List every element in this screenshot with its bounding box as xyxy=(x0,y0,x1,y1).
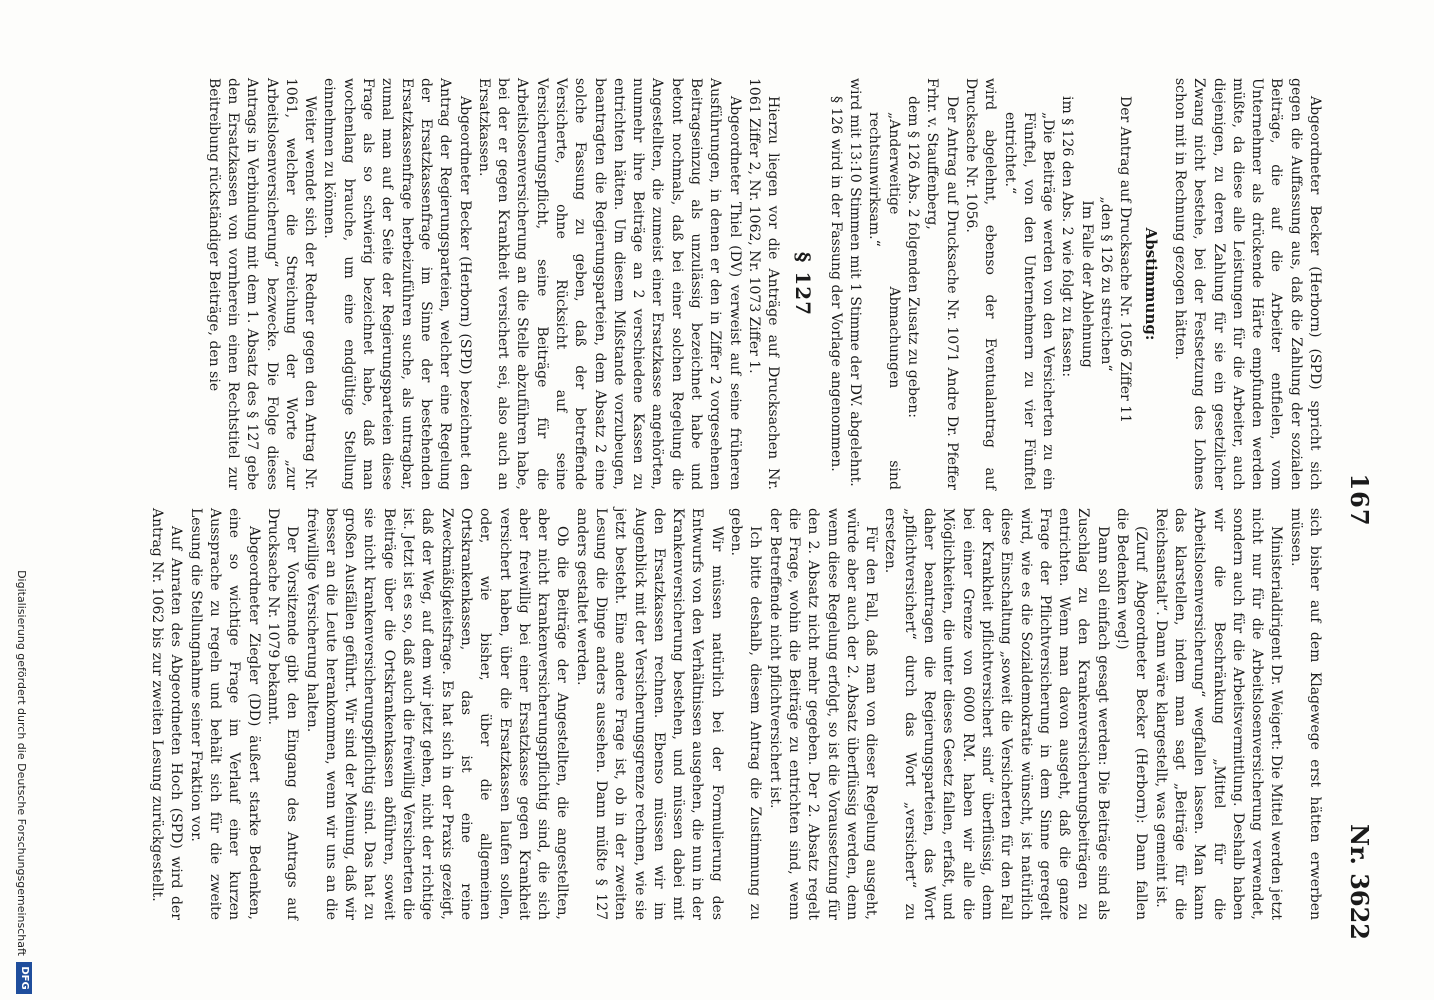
paragraph: Weiter wendet sich der Redner gegen den Antrag Nr. 1061, welcher die Streichung der Worte „zur Arbeitslosenversicherung“ bezwecke. Die Folge dieses Antrags in Verbindung mit dem 1. Absatz des § 127 gebe den Ersatzkassen von vornherein einen Rechtstitel zur Beitreibung rückständiger Beiträge, den sie xyxy=(205,78,319,490)
paragraph: Ob die Beiträge der Angestellten, die angestellten, aber nicht krankenversicherungspflichtig sind, die sich aber freiwillig bei einer Ersatzkasse gegen Krankheit versichert haben, über die Ersatzkassen laufen sollen, oder, wie bisher, über die allgemeinen Ortskrankenkassen, das ist eine reine Zweckmäßigkeitsfrage. Es hat sich in der Praxis gezeigt, daß der Weg, auf dem wir jetzt gehen, nicht der richtige ist. Jetzt ist es so, daß auch die freiwillig Versicherten die Beiträge über die Ortskrankenkassen abführen, soweit sie nicht krankenversicherungspflichtig sind. Das hat zu großen Ausfällen geführt. Wir sind der Meinung, daß wir besser an die Leute herankommen, wenn wir uns an die freiwillige Versicherung halten. xyxy=(303,508,571,920)
paragraph: wird mit 13:10 Stimmen mit 1 Stimme der DV. abgelehnt. xyxy=(847,78,864,487)
paragraph: im § 126 den Abs. 2 wie folgt zu fassen: xyxy=(1059,96,1076,378)
paragraph: sich bisher auf dem Klagewege erst hätten erwerben müssen. xyxy=(1287,508,1323,920)
quoted-motion: „Anderweitige Abmachungen sind rechtsunwirksam.“ xyxy=(866,112,902,490)
interjection: (Zuruf Abgeordneter Becker (Herborn): Dann fallen die Bedenken weg!) xyxy=(1114,508,1150,920)
paragraph: Wir müssen natürlich bei der Formulierung des Entwurfs von den Verhältnissen ausgehen, die nun in der Krankenversicherung bestehen, und müssen dabei mit den Ersatzkassen rechnen. Ebenso müssen wir im Augenblick mit der Versicherungsgrenze rechnen, wie sie jetzt besteht. Eine andere Frage ist, ob in der zweiten Lesung die Dinge anders aussehen. Dann müßte § 127 anders gestaltet werden. xyxy=(573,508,725,920)
page-header xyxy=(1334,60,1374,940)
paragraph: Der Vorsitzende gibt den Eingang des Antrags auf Drucksache Nr. 1079 bekannt. xyxy=(264,508,301,920)
quoted-motion: „den § 126 zu streichen“ xyxy=(1098,196,1115,372)
paragraph: Ich bitte deshalb, diesem Antrag die Zustimmung zu geben. xyxy=(728,508,764,920)
paragraph: Abgeordneter Thiel (DV) verweist auf seine früheren Ausführungen, in denen er den in Ziffer 2 vorgesehenen Beitragseinzug als unzulässig bezeichnet habe und betont nochmals, daß bei einer solchen Regelung die Angestellten, die zumeist einer Ersatzkasse angehörten, nunmehr ihre Beiträge an 2 verschiedene Kassen zu entrichten hätten. Um diesem Mißstande vorzubeugen, beantragten die Regierungsparteien, dem Absatz 2 eine solche Fassung zu geben, daß der betreffende Versicherte, ohne Rücksicht auf seine Versicherungspflicht, seine Beiträge für die Arbeitslosenversicherung an die Stelle abzuführen habe, bei der er gegen Krankheit versichert sei, also auch an Ersatzkassen. xyxy=(475,78,743,490)
voting-heading: Abstimmung: xyxy=(1141,227,1160,341)
dfg-logo-icon: DFG xyxy=(16,962,32,994)
left-column xyxy=(203,78,1324,490)
paragraph: Der Antrag auf Drucksache Nr. 1056 Ziffer 11 xyxy=(1117,96,1134,424)
paragraph: Hierzu liegen vor die Anträge auf Drucksachen Nr. 1061 Ziffer 2, Nr. 1062, Nr. 1073 Ziffer 1. xyxy=(745,78,782,490)
paragraph: § 126 wird in der Fassung der Vorlage angenommen. xyxy=(827,96,844,472)
paragraph: Abgeordneter Ziegler (DD) äußert starke Bedenken, eine so wichtige Frage im Verlauf einer kurzen Aussprache zu regeln und behält sich für die zweite Lesung die Stellungnahme seiner Fraktion vor. xyxy=(187,508,262,920)
quoted-motion: „Die Beiträge werden von den Versicherten zu ein Fünftel, von den Unternehmern zu vier Fünftel entrichtet.“ xyxy=(1001,112,1057,490)
paragraph: dem § 126 Abs. 2 folgenden Zusatz zu geben: xyxy=(905,96,922,418)
digitization-footer xyxy=(8,0,32,1000)
footer-credit: Digitalisierung gefördert durch die Deutsche Forschungsgemeinschaft xyxy=(15,570,28,956)
page-number: 167 xyxy=(1345,473,1374,527)
paragraph: Für den Fall, daß man von dieser Regelung ausgeht, würde aber auch der 2. Absatz überflüssig werden, denn wenn diese Regelung erfolgt, so ist die Voraussetzung für den 2. Absatz nicht mehr gegeben. Der 2. Absatz regelt die Frage, wohin die Beiträge zu entrichten sind, wenn der Betreffende nicht pflichtversichert ist. xyxy=(766,508,880,920)
paragraph: Dann soll einfach gesagt werden: Die Beiträge sind als Zuschlag zu den Krankenversicherungsbeiträgen zu entrichten. Wenn man davon ausgeht, daß die ganze Frage der Pflichtversicherung in dem Sinne geregelt wird, wie es die Sozialdemokratie wünscht, ist natürlich diese Einschaltung „soweit die Versicherten für den Fall der Krankheit pflichtversichert sind“ überflüssig, denn bei einer Grenze von 6000 RM. haben wir alle die Möglichkeiten, die unter dieses Gesetz fallen, erfaßt, und daher beantragen die Regierungsparteien, das Wort „pflichtversichert“ durch das Wort „versichert“ zu ersetzen. xyxy=(882,508,1111,920)
paragraph: Der Antrag auf Drucksache Nr. 1071 Andre Dr. Pfeffer Frhr. v. Stauffenberg, xyxy=(924,78,960,490)
paragraph: Abgeordneter Becker (Herborn) (SPD) spricht sich gegen die Auffassung aus, daß die Zahlung der sozialen Beiträge, die auf die Arbeiter entfielen, vom Unternehmer als drückende Härte empfunden werden müßte, da diese alle Leistungen für die Arbeiter, auch diejenigen, zu deren Zahlung für sie ein gesetzlicher Zwang nicht bestehe, bei der Festsetzung des Lohnes schon mit in Rechnung gezogen hätten. xyxy=(1171,78,1323,490)
paragraph: Im Falle der Ablehnung xyxy=(1078,200,1095,368)
paragraph: wird abgelehnt, ebenso der Eventualantrag auf Drucksache Nr. 1056. xyxy=(962,78,999,490)
right-column xyxy=(147,508,1324,920)
section-heading: § 127 xyxy=(790,251,815,317)
paragraph: Auf Anraten des Abgeordneten Hoch (SPD) wird der Antrag Nr. 1062 bis zur zweiten Lesung zurückgestellt. xyxy=(149,508,185,920)
paragraph: Ministerialdirigent Dr. Weigert: Die Mittel werden jetzt nicht nur für die Arbeitslosenversicherung verwendet, sondern auch für die Arbeitsvermittlung. Deshalb haben wir die Beschränkung „Mittel für die Arbeitslosenversicherung“ wegfallen lassen. Man kann das klarstellen, indem man sagt „Beiträge für die Reichsanstalt“. Dann wäre klargestellt, was gemeint ist. xyxy=(1152,508,1285,920)
document-number: Nr. 3622 xyxy=(1345,824,1374,940)
paragraph: Abgeordneter Becker (Herborn) (SPD) bezeichnet den Antrag der Regierungsparteien, welcher eine Regelung der Ersatzkassenfrage im Sinne der bestehenden Ersatzkassenfrage herbeizuführen suche, als untragbar, zumal man auf der Seite der Regierungsparteien diese Frage als so schwierig bezeichnet habe, daß man wochenlang brauche, um eine endgültige Stellung einnehmen zu können. xyxy=(321,78,473,490)
